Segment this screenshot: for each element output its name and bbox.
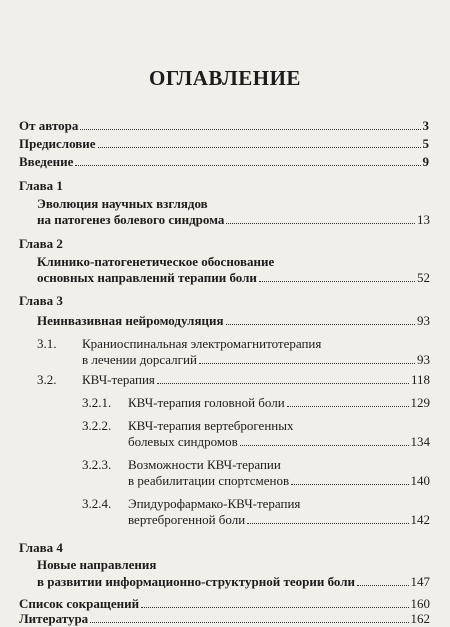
leader-dots: [157, 383, 409, 384]
section-3-2-3-title-line-2: в реабилитации спортсменов: [128, 473, 290, 488]
section-3-1-title-line-1[interactable]: Краниоспинальная электромагнитотерапия: [82, 336, 322, 351]
toc-entry-preface[interactable]: [19, 136, 429, 151]
leader-dots: [247, 523, 408, 524]
section-3-2-title: КВЧ-терапия: [82, 372, 155, 387]
toc-entry-section-3-2-3[interactable]: [128, 473, 430, 488]
toc-entry-label: Введение: [19, 154, 74, 169]
chapter-1-heading: Глава 1: [19, 178, 63, 193]
toc-entry-section-3-2[interactable]: [82, 372, 430, 387]
leader-dots: [226, 223, 415, 224]
chapter-4-title-line-2: в развитии информационно-структурной теории боли: [37, 574, 356, 589]
page-title: ОГЛАВЛЕНИЕ: [149, 66, 301, 90]
chapter-1-title-line-2: на патогенез болевого синдрома: [37, 212, 225, 227]
chapter-1-title-line-1[interactable]: Эволюция научных взглядов: [37, 196, 208, 211]
toc-entry-section-3-2-4[interactable]: [128, 512, 430, 527]
toc-page-number: 129: [410, 395, 430, 410]
toc-entry-section-3-2-1[interactable]: [128, 395, 430, 410]
toc-entry-abbreviations[interactable]: [19, 596, 430, 611]
section-3-2-4-title-line-2: вертеброгенной боли: [128, 512, 246, 527]
section-3-2-4-title-line-1[interactable]: Эпидурофармако-КВЧ-терапия: [128, 496, 301, 511]
chapter-3-heading: Глава 3: [19, 293, 63, 308]
leader-dots: [226, 324, 415, 325]
leader-dots: [80, 129, 420, 130]
toc-entry-label: Предисловие: [19, 136, 96, 151]
leader-dots: [199, 363, 415, 364]
section-3-2-1-title: КВЧ-терапия головной боли: [128, 395, 285, 410]
toc-page-number: 9: [422, 154, 429, 169]
toc-entry-section-3-2-2[interactable]: [128, 434, 430, 449]
leader-dots: [90, 622, 408, 623]
leader-dots: [357, 585, 408, 586]
toc-entry-label: От автора: [19, 118, 79, 133]
leader-dots: [287, 406, 409, 407]
toc-entry-section-3-1[interactable]: [82, 352, 430, 367]
section-3-1-number: 3.1.: [37, 336, 57, 351]
toc-entry-literature[interactable]: [19, 611, 430, 626]
leader-dots: [240, 445, 409, 446]
toc-entry-chapter-1[interactable]: [37, 212, 430, 227]
section-3-2-4-number: 3.2.4.: [82, 496, 112, 511]
toc-page-number: 52: [417, 270, 430, 285]
toc-page-number: 93: [417, 352, 430, 367]
toc-page-number: 13: [417, 212, 430, 227]
toc-page-number: 162: [410, 611, 430, 626]
leader-dots: [259, 281, 415, 282]
chapter-2-title-line-1[interactable]: Клинико-патогенетическое обоснование: [37, 254, 275, 269]
section-3-2-number: 3.2.: [37, 372, 57, 387]
toc-entry-label: Список сокращений: [19, 596, 140, 611]
section-3-2-2-title-line-1[interactable]: КВЧ-терапия вертеброгенных: [128, 418, 294, 433]
section-3-2-3-number: 3.2.3.: [82, 457, 112, 472]
chapter-2-heading: Глава 2: [19, 236, 63, 251]
show-through-text: [90, 2, 380, 14]
section-3-1-title-line-2: в лечении дорсалгий: [82, 352, 197, 367]
toc-page-number: 5: [422, 136, 429, 151]
toc-entry-chapter-4[interactable]: [37, 574, 430, 589]
toc-page-number: 134: [410, 434, 430, 449]
section-3-2-2-number: 3.2.2.: [82, 418, 112, 433]
chapter-2-title-line-2: основных направлений терапии боли: [37, 270, 257, 285]
chapter-3-title: Неинвазивная нейромодуляция: [37, 313, 224, 328]
toc-page-number: 160: [410, 596, 430, 611]
section-3-2-1-number: 3.2.1.: [82, 395, 112, 410]
leader-dots: [141, 607, 408, 608]
toc-page-number: 140: [410, 473, 430, 488]
toc-entry-chapter-3[interactable]: [37, 313, 430, 328]
leader-dots: [291, 484, 408, 485]
chapter-4-title-line-1[interactable]: Новые направления: [37, 557, 157, 572]
toc-page-number: 93: [417, 313, 430, 328]
section-3-2-3-title-line-1[interactable]: Возможности КВЧ-терапии: [128, 457, 281, 472]
toc-page-number: 3: [422, 118, 429, 133]
toc-entry-label: Литература: [19, 611, 89, 626]
toc-entry-chapter-2[interactable]: [37, 270, 430, 285]
leader-dots: [75, 165, 420, 166]
toc-page-number: 147: [410, 574, 430, 589]
chapter-4-heading: Глава 4: [19, 540, 63, 555]
leader-dots: [98, 147, 421, 148]
toc-entry-introduction[interactable]: [19, 154, 429, 169]
toc-entry-from-author[interactable]: [19, 118, 429, 133]
toc-page-number: 142: [410, 512, 430, 527]
section-3-2-2-title-line-2: болевых синдромов: [128, 434, 238, 449]
toc-page-number: 118: [410, 372, 430, 387]
